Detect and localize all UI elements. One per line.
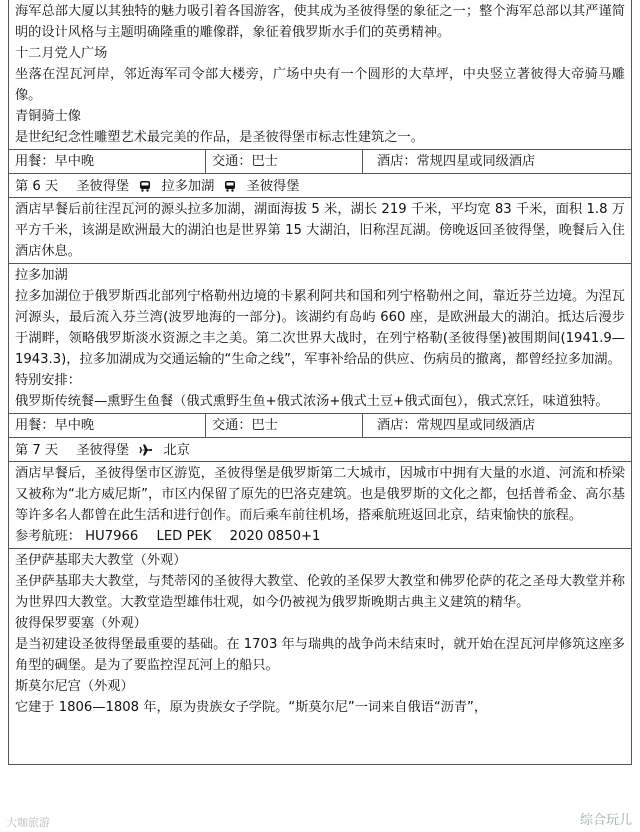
hotel-cell: 酒店：常规四星或同级酒店: [377, 154, 536, 169]
airplane-icon: [139, 441, 153, 464]
day6-to: 圣彼得堡: [246, 179, 300, 194]
lake-title: 拉多加湖: [15, 268, 68, 283]
meals-row-day6: [8, 414, 632, 438]
lake-text: 拉多加湖位于俄罗斯西北部列宁格勒州边境的卡累利阿共和国和列宁格勒州之间，靠近芬兰边境。为涅瓦河源头，最后流入芬兰湾(波罗地海的一部分)。该湖约有岛屿 660 座，是欧洲最大的湖泊。抵达后漫步于湖畔，领略俄罗斯淡水资源之丰之美。第二次世界大战时，在列宁格勒(圣彼得堡)被围期间(1941.9—1943.3)，拉多加湖成为交通运输的“生命之线”，军事补给品的供应、伤病员的撤离，都曾经拉多加湖。: [15, 289, 625, 367]
day7-summary: 酒店早餐后，圣彼得堡市区游览，圣彼得堡是俄罗斯第二大城市，因城市中拥有大量的水道、河流和桥梁又被称为“北方威尼斯”，市区内保留了原先的巴洛克建筑。也是俄罗斯的文化之都，包括普希金、高尔基等许多名人都曾在此生活和进行创作。而后乘车前往机场，搭乘航班返回北京，结束愉快的旅程。: [15, 466, 625, 523]
square-text: 坐落在涅瓦河岸，邻近海军司令部大楼旁，广场中央有一个圆形的大草坪，中央竖立著彼得大帝骑马雕像。: [15, 67, 625, 103]
day7-label: 第 7 天: [15, 443, 59, 458]
meals-cell: 用餐：早中晚: [9, 150, 206, 173]
fortress-title: 彼得保罗要塞（外观）: [15, 616, 147, 631]
isaac-text: 圣伊萨基耶夫大教堂，与梵蒂冈的圣彼得大教堂、伦敦的圣保罗大教堂和佛罗伦萨的花之圣母大教堂并称为世界四大教堂。大教堂造型雄伟壮观，如今仍被视为俄罗斯晚期古典主义建筑的精华。: [15, 574, 625, 610]
flight-route: LED PEK: [156, 529, 212, 544]
meals-cell: 用餐：早中晚: [9, 414, 206, 437]
hotel-cell: 酒店：常规四星或同级酒店: [377, 418, 536, 433]
day6-label: 第 6 天: [15, 179, 59, 194]
isaac-title: 圣伊萨基耶夫大教堂（外观）: [15, 553, 187, 568]
day7-detail-section: [8, 549, 632, 765]
day7-section: [8, 462, 632, 549]
day6-summary: 酒店早餐后前往涅瓦河的源头拉多加湖，湖面海拔 5 米，湖长 219 千米，平均宽 83 千米，面积 1.8 万平方千米，该湖是欧洲最大的湖泊也是世界第 15 大湖泊，旧称涅瓦湖。傍晚返回圣彼得堡，晚餐后入住酒店休息。: [15, 202, 625, 259]
day7-to: 北京: [163, 443, 190, 458]
special-title: 特别安排：: [15, 373, 81, 388]
day6-detail-section: [8, 264, 632, 414]
day6-header: [8, 174, 632, 198]
flight-info: [15, 526, 625, 547]
bus-icon: [224, 177, 236, 200]
flight-time: 2020 0850+1: [229, 529, 321, 544]
watermark-left: 大咖旅游: [6, 816, 50, 829]
smolny-text: 它建于 1806—1808 年，原为贵族女子学院。“斯莫尔尼”一词来自俄语“沥青”，: [15, 700, 488, 715]
fortress-text: 是当初建设圣彼得堡最重要的基础。在 1703 年与瑞典的战争尚未结束时，就开始在涅瓦河岸修筑这座多角型的碉堡。是为了要监控涅瓦河上的船只。: [15, 637, 625, 673]
transport-cell: 交通：巴士: [206, 414, 363, 437]
bus-icon: [139, 177, 151, 200]
watermark-right: 综合玩儿: [579, 813, 632, 828]
admiralty-text: 海军总部大厦以其独特的魅力吸引着各国游客，使其成为圣彼得堡的象征之一；整个海军总部以其严谨简明的设计风格与主题明确隆重的雕像群，象征着俄罗斯水手们的英勇精神。: [15, 4, 625, 40]
day6-summary-section: [8, 198, 632, 264]
horseman-text: 是世纪纪念性雕塑艺术最完美的作品，是圣彼得堡市标志性建筑之一。: [15, 130, 424, 145]
transport-cell: 交通：巴士: [206, 150, 363, 173]
flight-number: HU7966: [85, 529, 139, 544]
flight-label: 参考航班：: [15, 529, 81, 544]
smolny-title: 斯莫尔尼宫（外观）: [15, 679, 134, 694]
day7-header: [8, 438, 632, 462]
day6-from: 圣彼得堡: [76, 179, 130, 194]
special-text: 俄罗斯传统餐—熏野生鱼餐（俄式熏野生鱼+俄式浓汤+俄式土豆+俄式面包），俄式烹饪，味道独特。: [15, 394, 609, 409]
admiralty-section: [8, 0, 632, 150]
square-title: 十二月党人广场: [15, 46, 108, 61]
horseman-title: 青铜骑士像: [15, 109, 81, 124]
itinerary-sheet: [8, 0, 632, 765]
day7-from: 圣彼得堡: [76, 443, 130, 458]
meals-row-day5: [8, 150, 632, 174]
day6-mid: 拉多加湖: [161, 179, 215, 194]
